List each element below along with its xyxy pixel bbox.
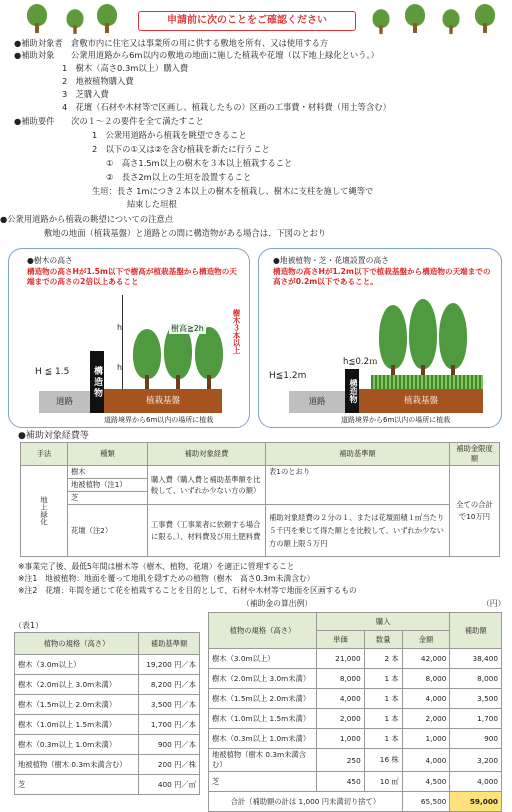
structure-height-label: H ≦ 1.5 [35,367,70,377]
note-body: 敷地の地面（植栽基盤）と道路との間に構造物がある場合は、下図のとおり [44,228,327,238]
amount-cell: 42,000 [402,649,450,669]
amount-cell: 4,000 [402,689,450,709]
qty-cell: 2 本 [364,649,402,669]
spec-cell: 樹木（2.0m以上 3.0m未満） [15,675,139,695]
structure: 構造物 [345,369,359,413]
spec-cell: 樹木（1.5m以上 2.0m未満） [15,695,139,715]
header-cell: 補助金限度額 [450,443,500,466]
table1 [14,632,200,795]
method-cell: 地上緑化 [21,466,68,557]
spec-cell: 樹木（1.0m以上 1.5m未満） [15,715,139,735]
note-line: ※注1 地被植物：地面を覆って地肌を隠すための植物（樹木 高さ0.3m未満含む） [18,574,315,583]
table1-caption: （表1） [14,621,44,630]
header-cell: 補助対象経費 [148,443,266,466]
example-caption: （補助金の算出例） [242,599,313,608]
header-cell: 補助基準額 [266,443,450,466]
calc-table [208,612,502,812]
planting-distance: 道路境界から6m以内の場所に植栽 [341,416,451,424]
amount-cell: 4,000 [402,749,450,772]
subsidy-table [20,442,500,557]
amount-cell: 4,500 [402,772,450,792]
table-row [15,755,200,775]
road: 道路 [289,391,345,413]
tree-count-label: 樹木３本以上 [232,309,241,354]
tree-height-diagram [8,248,250,428]
spec-cell: 地被植物（樹木 0.3m未満含む） [209,749,317,772]
price-cell: 2,000 [317,709,365,729]
table-row [15,775,200,795]
requirement-item: 1 公衆用道路から植栽を眺望できること [92,130,247,140]
rate-cell: 8,200 円／本 [139,675,200,695]
qty-cell: 1 本 [364,689,402,709]
road: 道路 [39,391,90,413]
h-label: h [117,363,123,372]
qty-cell: 16 株 [364,749,402,772]
hedge-definition-cont: 結束した垣根 [127,199,177,209]
spec-cell: 地被植物（樹木 0.3m未満含む） [15,755,139,775]
header-cell: 購入 [317,613,450,631]
ground-cover [371,375,483,389]
cost-cell: 工事費（工事業者に依頼する場合に限る。）、材料費及び用土肥料費 [148,505,266,557]
header-cell: 数量 [364,631,402,649]
tree-icon [409,299,437,385]
qty-cell: 10 ㎡ [364,772,402,792]
rate-cell: 1,700 円／本 [139,715,200,735]
spec-cell: 樹木（1.5m以上 2.0m未満） [209,689,317,709]
table-row [209,689,502,709]
table-row [15,675,200,695]
spec-cell: 樹木（3.0m以上） [209,649,317,669]
table-row [15,715,200,735]
tree-icon [379,305,407,385]
tree-icon [474,4,496,34]
table-row [15,735,200,755]
rate-cell: 3,500 円／本 [139,695,200,715]
ground-cover-diagram [258,248,502,428]
tree-icon [195,327,223,391]
header-cell: 手法 [21,443,68,466]
spec-cell: 樹木（1.0m以上 1.5m未満） [209,709,317,729]
price-cell: 8,000 [317,669,365,689]
table-row [209,772,502,792]
note-line: ※事業完了後、最低5年間は樹木等（樹木、植物、花壇）を適正に管理すること [18,562,295,571]
diagram-title: ●樹木の高さ [27,256,73,265]
rate-cell: 19,200 円／本 [139,655,200,675]
spec-cell: 樹木（0.3m以上 1.0m未満） [15,735,139,755]
header-cell: 種類 [68,443,148,466]
h-label: h [117,323,123,332]
tree-icon [442,9,461,35]
amount-cell: 1,000 [402,729,450,749]
price-cell: 4,000 [317,689,365,709]
unit-label: （円） [482,599,506,608]
price-cell: 21,000 [317,649,365,669]
tree-height-label: 樹高≧2h [171,324,204,333]
subsidy-cell: 8,000 [450,669,502,689]
rate-cell: 200 円／株 [139,755,200,775]
header-cell: 植物の規格（高さ） [209,613,317,649]
rate-cell: 400 円／㎡ [139,775,200,795]
header-cell: 補助基準額 [139,633,200,655]
type-cell: 芝 [68,492,148,505]
qty-cell: 1 本 [364,729,402,749]
table-row [209,669,502,689]
section-title: ●補助対象経費等 [18,431,89,441]
diagram-title: ●地被植物・芝・花壇設置の高さ [273,256,389,265]
target-item: 3 芝購入費 [62,89,109,99]
tree-icon [26,4,48,34]
limit-cell: 全ての合計で10万円 [450,466,500,557]
price-cell: 250 [317,749,365,772]
type-cell: 地被植物（注1） [68,479,148,492]
table-row [15,695,200,715]
amount-cell: 8,000 [402,669,450,689]
note-line: ※注2 花壇：年間を通じて花を植栽することを目的として、石材や木材等で地面を区画するもの [18,586,357,595]
hedge-definition: 生垣：長さ 1mにつき２本以上の樹木を植栽し、樹木に支柱を施して縄等で [92,186,374,196]
table-row [209,749,502,772]
subsidy-cell: 3,500 [450,689,502,709]
subsidy-cell: 1,700 [450,709,502,729]
spec-cell: 樹木（2.0m以上 3.0m未満） [209,669,317,689]
subsidy-cell: 4,000 [450,772,502,792]
requirement-sub: ① 高さ1.5m以上の樹木を３本以上植栽すること [106,158,293,168]
diagram-condition: 構造物の高さHが1.2m以下で植栽基盤から構造物の天端までの高さが0.2m以下であること。 [273,267,491,286]
type-cell: 花壇（注2） [68,505,148,557]
tree-icon [372,9,391,35]
table-row [209,649,502,669]
tree-icon [96,4,118,34]
planting-base: 植栽基盤 [359,389,483,413]
amount-cell: 2,000 [402,709,450,729]
planting-base: 植栽基盤 [104,389,222,413]
base-cell: 補助対象経費の２分の１、または花壇面積１㎡当たり５千円を乗じて得た額とを比較して、いずれか少ない方の額上限５万円 [266,505,450,557]
target-item: 1 樹木（高さ0.3m以上）購入費 [62,63,189,73]
spec-cell: 芝 [15,775,139,795]
qty-cell: 1 本 [364,669,402,689]
note-head: ●公衆用道路から植栽の眺望についての注意点 [0,214,174,224]
tree-icon [439,303,467,385]
diagram-condition: 構造物の高さHが1.5m以下で樹高が植栽基盤から構造物の天端までの高さの2倍以上あること [27,267,237,286]
spec-cell: 芝 [209,772,317,792]
spec-cell: 樹木（3.0m以上） [15,655,139,675]
structure: 構造物 [90,351,104,413]
total-row [209,792,502,812]
qty-cell: 1 本 [364,709,402,729]
target-head: ●補助対象 公衆用道路から6m以内の敷地の地面に施した植栽や花壇（以下地上緑化という。） [14,50,379,60]
base-cell: 表1のとおり [266,466,450,505]
requirement-head: ●補助要件 次の１～２の要件を全て満たすこと [14,116,204,126]
header-cell: 金額 [402,631,450,649]
header-cell: 植物の規格（高さ） [15,633,139,655]
rate-cell: 900 円／本 [139,735,200,755]
total-label: 合計（補助額の計は 1,000 円未満切り捨て） [209,792,403,812]
table-row [209,709,502,729]
target-item: 2 地被植物購入費 [62,76,134,86]
planting-distance: 道路境界から6m以内の場所に植栽 [104,416,214,424]
table-row [209,729,502,749]
target-item: 4 花壇（石材や木材等で区画し、植栽したもの）区画の工事費・材料費（用土等含む） [62,102,391,112]
total-subsidy: 59,000 [450,792,502,812]
subsidy-cell: 3,200 [450,749,502,772]
requirement-item: 2 以下の①又は②を含む植栽を新たに行うこと [92,144,270,154]
spec-cell: 樹木（0.3m以上 1.0m未満） [209,729,317,749]
tree-icon [133,329,161,391]
tree-icon [66,9,85,35]
price-cell: 1,000 [317,729,365,749]
type-cell: 樹木 [68,466,148,479]
header-cell: 単価 [317,631,365,649]
cost-cell: 購入費（購入費と補助基準額を比較して、いずれか少ない方の額） [148,466,266,505]
table-row [15,655,200,675]
subsidy-cell: 38,400 [450,649,502,669]
requirement-sub: ② 長さ2m以上の生垣を設置すること [106,172,252,182]
subsidy-cell: 900 [450,729,502,749]
notice-banner: 申請前に次のことをご確認ください [138,11,356,31]
structure-height-label: H≦1.2m [269,371,307,381]
tree-icon [404,4,426,34]
price-cell: 450 [317,772,365,792]
total-amount: 65,500 [402,792,450,812]
target-person: ●補助対象者 倉敷市内に住宅又は事業所の用に供する敷地を所有、又は使用する方 [14,38,329,48]
header-cell: 補助額 [450,613,502,649]
h-label: h≦0.2ｍ [343,357,378,367]
